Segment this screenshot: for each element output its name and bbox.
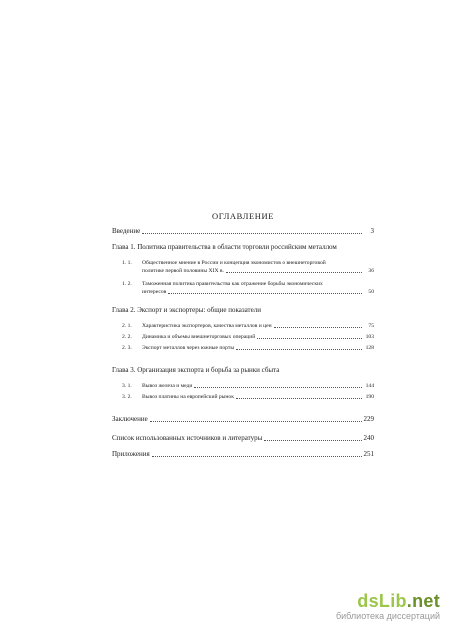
toc-label: Введение xyxy=(112,227,141,235)
toc-page: 128 xyxy=(365,345,374,351)
toc-num: 2. 2. xyxy=(122,334,132,340)
toc-item-3-1 xyxy=(112,382,374,390)
toc-page: 75 xyxy=(368,323,374,329)
leader-dots xyxy=(194,386,362,388)
leader-dots xyxy=(226,271,362,273)
toc-title: ОГЛАВЛЕНИЕ xyxy=(211,211,275,221)
toc-label: Приложения xyxy=(112,450,150,458)
toc-page: 190 xyxy=(365,394,374,400)
leader-dots xyxy=(236,348,362,350)
toc-label: Глава 1. Политика правительства в области торговли российским металлом xyxy=(112,243,337,251)
toc-chapter-3 xyxy=(112,366,374,375)
leader-dots xyxy=(264,439,361,441)
toc-item-2-3 xyxy=(112,344,374,352)
toc-item-1-2 xyxy=(112,280,374,296)
brand-tagline: библиотека диссертаций xyxy=(335,611,440,621)
toc-chapter-1 xyxy=(112,243,374,252)
toc-item-1-1 xyxy=(112,259,374,275)
toc-text: Вывоз платины на европейский рынок xyxy=(142,394,234,400)
toc-num: 1. 2. xyxy=(122,281,132,287)
toc-label: Список использованных источников и литературы xyxy=(112,434,263,442)
toc-label: Глава 2. Экспорт и экспортеры: общие показатели xyxy=(112,306,261,314)
toc-entry-appendix xyxy=(112,450,374,459)
toc-text: Общественное мнение в России и концепция экономистов о внешнеторговой xyxy=(142,260,326,266)
leader-dots xyxy=(142,232,362,234)
toc-entry-intro xyxy=(112,227,374,236)
toc-chapter-2 xyxy=(112,306,374,315)
toc-page: 3 xyxy=(370,227,374,235)
toc-text: Экспорт металлов через южные порты xyxy=(142,345,235,351)
toc-item-2-2 xyxy=(112,333,374,341)
toc-label: Заключение xyxy=(112,415,148,423)
leader-dots xyxy=(150,420,362,422)
toc-text: Динамика и объемы внешнеторговых операций xyxy=(142,334,256,340)
leader-dots xyxy=(152,455,362,457)
toc-text: политике первой половины XIX в. xyxy=(142,268,224,274)
toc-num: 2. 1. xyxy=(122,323,132,329)
toc-page: 36 xyxy=(368,268,374,274)
toc-page: 144 xyxy=(365,383,374,389)
leader-dots xyxy=(168,292,362,294)
toc-text: интересов xyxy=(142,289,167,295)
toc-entry-conclusion xyxy=(112,415,374,424)
toc-page: 229 xyxy=(363,415,374,423)
toc-num: 2. 3. xyxy=(122,345,132,351)
toc-label: Глава 3. Организация экспорта и борьба за рынки сбыта xyxy=(112,366,280,374)
table-of-contents xyxy=(112,211,374,459)
toc-num: 3. 2. xyxy=(122,394,132,400)
toc-item-3-2 xyxy=(112,393,374,401)
toc-entry-sources xyxy=(112,434,374,443)
toc-page: 103 xyxy=(365,334,374,340)
watermark-logo xyxy=(320,591,440,622)
brand-tld: .net xyxy=(406,591,440,611)
leader-dots xyxy=(274,326,362,328)
toc-text: Вывоз железа и меди xyxy=(142,383,193,389)
toc-text: Характеристика экспортеров, качества металлов и цен xyxy=(142,323,272,329)
toc-num: 3. 1. xyxy=(122,383,132,389)
leader-dots xyxy=(236,397,362,399)
leader-dots xyxy=(257,337,362,339)
toc-page: 251 xyxy=(363,450,374,458)
toc-num: 1. 1. xyxy=(122,260,132,266)
toc-page: 240 xyxy=(363,434,374,442)
brand-main: dsLib xyxy=(357,591,407,611)
toc-text: Таможенная политика правительства как отражение борьбы экономических xyxy=(142,281,323,287)
toc-item-2-1 xyxy=(112,322,374,330)
toc-page: 50 xyxy=(368,289,374,295)
